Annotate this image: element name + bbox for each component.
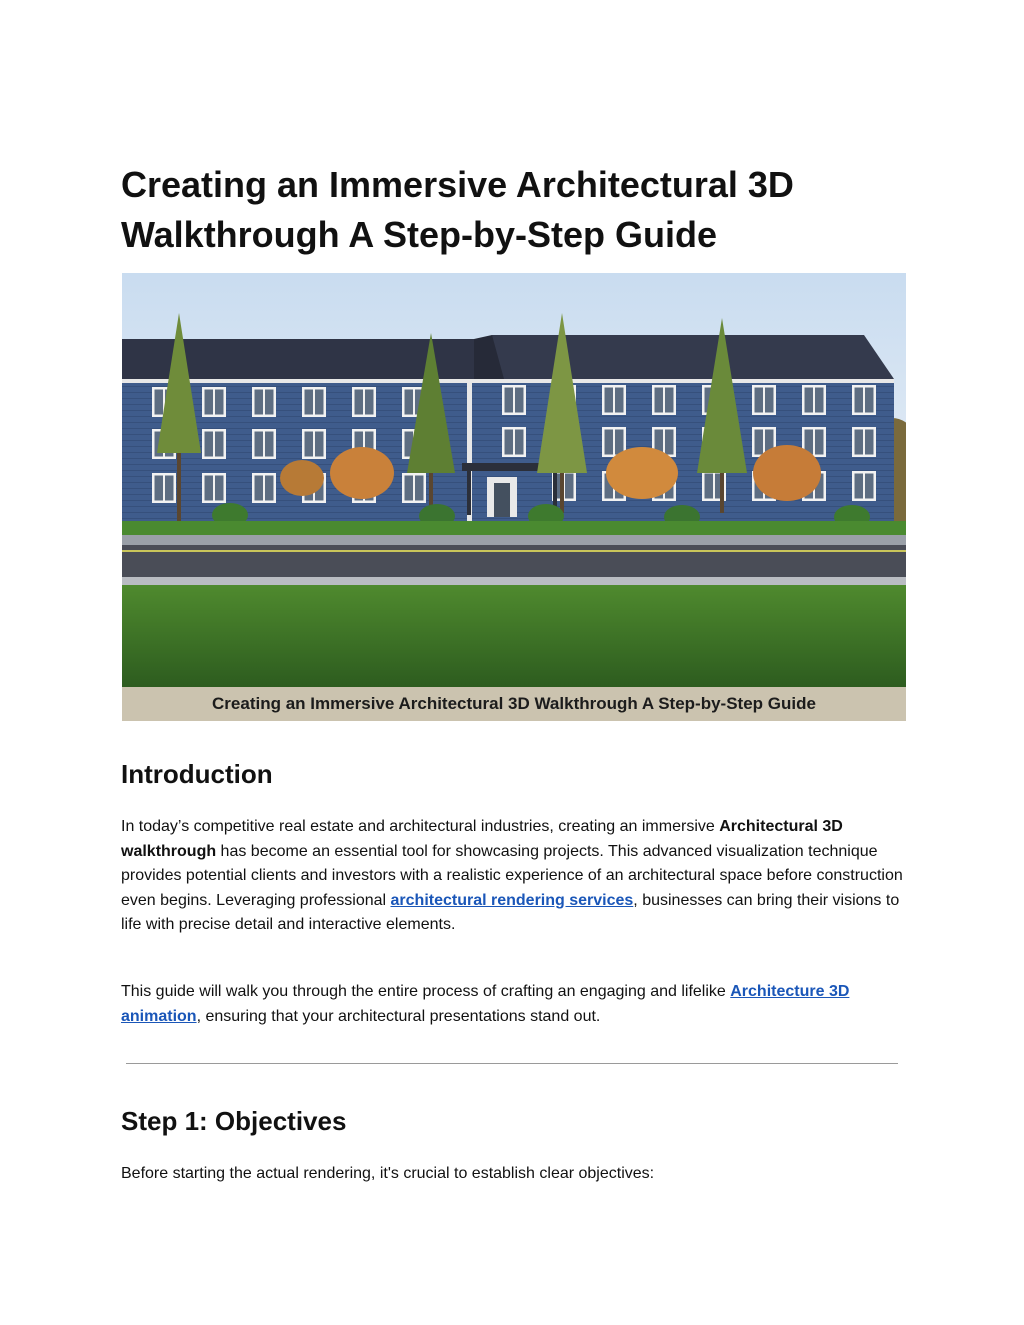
document-title <box>121 160 921 260</box>
intro-text-b: has become an essential tool for showcasing projects. This advanced visualization technique provides potential clients and investors with a realistic experience of an architectural space before construction even begins. Leveraging professional <box>121 842 903 909</box>
title-line-1: Creating an Immersive Architectural 3D <box>121 164 794 205</box>
intro2-text-a: This guide will walk you through the entire process of crafting an engaging and lifelike <box>121 983 731 1000</box>
architecture-3d-animation-link[interactable]: Architecture 3D animation <box>121 983 850 1025</box>
title-line-2: Walkthrough A Step-by-Step Guide <box>121 214 717 255</box>
intro-bold-term: Architectural 3D walkthrough <box>121 818 843 860</box>
step1-heading: Step 1: Objectives <box>121 1106 347 1136</box>
introduction-heading: Introduction <box>121 759 273 789</box>
hero-caption: Creating an Immersive Architectural 3D Walkthrough A Step-by-Step Guide <box>122 687 906 721</box>
intro-text-c: , businesses can bring their visions to life with precise detail and interactive elements. <box>121 891 900 933</box>
architectural-rendering-services-link[interactable]: architectural rendering services <box>390 891 634 909</box>
introduction-paragraph-2 <box>121 980 911 1029</box>
introduction-paragraph-1 <box>121 815 911 938</box>
intro2-text-b: , ensuring that your architectural presentations stand out. <box>196 1007 601 1025</box>
building-rendering <box>122 273 906 687</box>
step1-paragraph: Before starting the actual rendering, it's crucial to establish clear objectives: <box>121 1165 655 1182</box>
hero-image <box>122 273 906 721</box>
horizontal-divider <box>126 1063 898 1064</box>
intro-text-a: In today’s competitive real estate and architectural industries, creating an immersive <box>121 818 720 835</box>
